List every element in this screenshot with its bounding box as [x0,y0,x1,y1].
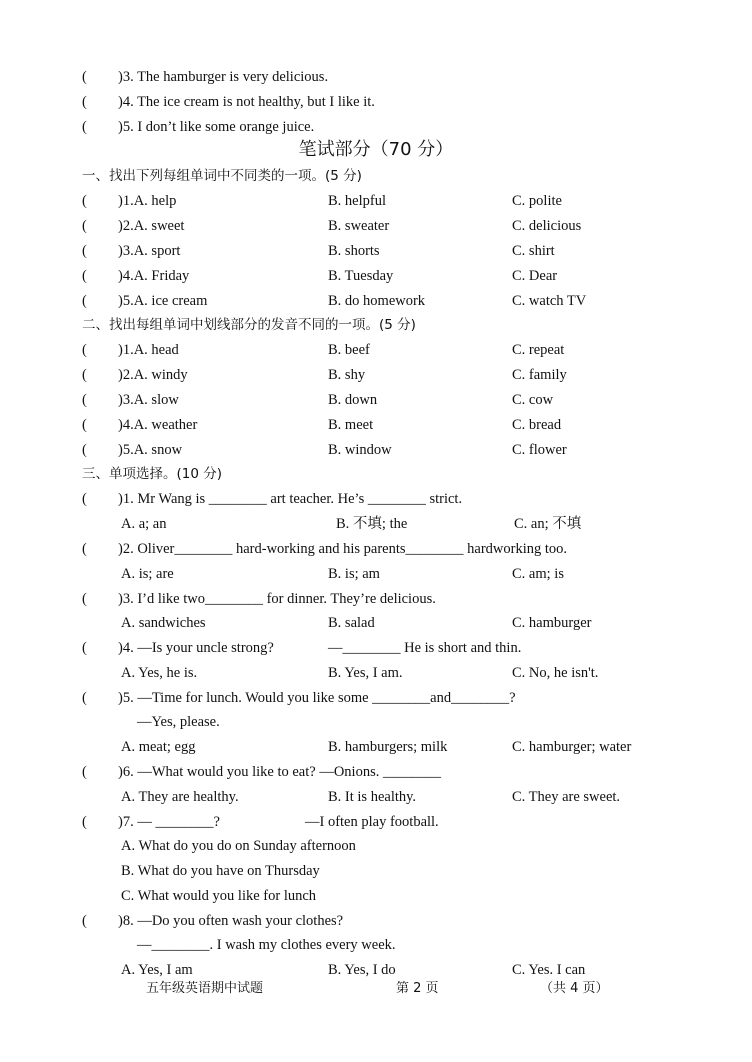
question-text: )5. —Time for lunch. Would you like some ________and________? [118,690,516,706]
sec3-q6-options [0,786,752,808]
heading-text: 一、找出下列每组单词中不同类的一项。(5 分) [82,168,362,184]
footer-page-total: （共 4 页） [540,981,609,996]
option-c: C. repeat [512,342,565,358]
option-a: )1.A. head [118,342,179,358]
option-c: C. What would you like for lunch [121,888,317,904]
answer-paren: ( [82,193,87,209]
sec3-q8-reply [0,934,752,956]
section-3-heading [0,463,752,485]
option-a: )5.A. ice cream [118,293,208,309]
option-c: C. Yes. I can [512,962,586,978]
question-text: )2. Oliver________ hard-working and his parents________ hardworking too. [118,541,568,557]
sec3-q7-stem [0,811,752,833]
sec3-q6-stem [0,761,752,783]
option-b: B. salad [328,615,375,631]
answer-paren: ( [82,218,87,234]
option-b: B. Yes, I do [328,962,396,978]
option-b: B. window [328,442,392,458]
sec3-q5-stem [0,687,752,709]
question-text: )5. I don’t like some orange juice. [118,119,315,135]
answer-paren: ( [82,541,87,557]
answer-paren: ( [82,814,87,830]
sec2-item-4 [0,414,752,436]
answer-paren: ( [82,913,87,929]
sec3-q7-option-b [0,860,752,882]
option-a: A. Yes, he is. [121,665,198,681]
question-text: )7. — ________? [118,814,220,830]
sec1-item-3 [0,240,752,262]
section-2-heading [0,314,752,336]
option-a: )4.A. Friday [118,268,190,284]
sec3-q1-options [0,513,752,535]
option-b: B. hamburgers; milk [328,739,448,755]
sec1-item-2 [0,215,752,237]
option-c: C. shirt [512,243,555,259]
answer-paren: ( [82,94,87,110]
question-reply: —________. I wash my clothes every week. [137,937,396,953]
option-b: B. meet [328,417,374,433]
answer-paren: ( [82,268,87,284]
option-a: A. meat; egg [121,739,196,755]
heading-text: 二、找出每组单词中划线部分的发音不同的一项。(5 分) [82,317,416,333]
option-b: B. down [328,392,378,408]
sec3-q7-option-c [0,885,752,907]
sec2-item-5 [0,439,752,461]
sec3-q8-stem [0,910,752,932]
option-c: C. hamburger [512,615,592,631]
question-reply: —Yes, please. [137,714,220,730]
footer-page-number: 第 2 页 [396,981,439,996]
sec3-q2-stem [0,538,752,560]
option-a: )1.A. help [118,193,177,209]
option-b: B. shorts [328,243,380,259]
sec3-q3-stem [0,588,752,610]
answer-paren: ( [82,342,87,358]
option-a: )3.A. slow [118,392,179,408]
option-c: C. bread [512,417,562,433]
answer-paren: ( [82,392,87,408]
option-a: A. Yes, I am [121,962,193,978]
question-text: )8. —Do you often wash your clothes? [118,913,344,929]
sec2-item-2 [0,364,752,386]
question-text: )3. The hamburger is very delicious. [118,69,329,85]
option-a: )4.A. weather [118,417,198,433]
answer-paren: ( [82,243,87,259]
option-c: C. family [512,367,567,383]
sec1-item-5 [0,290,752,312]
option-c: C. They are sweet. [512,789,621,805]
option-c: C. Dear [512,268,558,284]
option-b: B. It is healthy. [328,789,417,805]
option-a: )3.A. sport [118,243,181,259]
answer-paren: ( [82,293,87,309]
sec3-q4-options [0,662,752,684]
listening-q3 [0,66,752,88]
answer-paren: ( [82,640,87,656]
option-a: )2.A. windy [118,367,188,383]
answer-paren: ( [82,591,87,607]
question-text: )4. —Is your uncle strong? [118,640,274,656]
answer-paren: ( [82,119,87,135]
option-a: A. They are healthy. [121,789,239,805]
question-text: )3. I’d like two________ for dinner. They’re delicious. [118,591,436,607]
sec2-item-1 [0,339,752,361]
option-b: B. do homework [328,293,426,309]
sec1-item-1 [0,190,752,212]
question-text: )6. —What would you like to eat? —Onions. ________ [118,764,441,780]
answer-paren: ( [82,764,87,780]
option-c: C. hamburger; water [512,739,632,755]
option-c: C. watch TV [512,293,587,309]
answer-paren: ( [82,417,87,433]
answer-paren: ( [82,442,87,458]
option-c: C. cow [512,392,554,408]
sec3-q5-reply [0,711,752,733]
sec3-q2-options [0,563,752,585]
answer-paren: ( [82,69,87,85]
question-reply: —________ He is short and thin. [328,640,522,656]
option-b: B. is; am [328,566,380,582]
option-a: )2.A. sweet [118,218,185,234]
heading-text: 三、单项选择。(10 分) [82,466,223,482]
option-c: C. flower [512,442,567,458]
section-1-heading [0,165,752,187]
footer-exam-name: 五年级英语期中试题 [146,981,264,996]
option-c: C. polite [512,193,562,209]
option-b: B. shy [328,367,366,383]
option-b: B. helpful [328,193,386,209]
listening-q4 [0,91,752,113]
option-c: C. am; is [512,566,564,582]
sec3-q1-stem [0,488,752,510]
option-a: A. sandwiches [121,615,206,631]
option-b: B. Tuesday [328,268,394,284]
sec3-q7-option-a [0,835,752,857]
sec1-item-4 [0,265,752,287]
question-text: )4. The ice cream is not healthy, but I like it. [118,94,375,110]
question-reply: —I often play football. [305,814,439,830]
option-b: B. What do you have on Thursday [121,863,320,879]
option-a: A. a; an [121,516,167,532]
answer-paren: ( [82,491,87,507]
sec3-q4-stem [0,637,752,659]
option-c: C. No, he isn't. [512,665,599,681]
option-b: B. sweater [328,218,390,234]
answer-paren: ( [82,690,87,706]
option-a: )5.A. snow [118,442,183,458]
option-b: B. Yes, I am. [328,665,403,681]
answer-paren: ( [82,367,87,383]
option-c: C. an; 不填 [514,516,582,532]
option-c: C. delicious [512,218,582,234]
sec2-item-3 [0,389,752,411]
sec3-q3-options [0,612,752,634]
sec3-q5-options [0,736,752,758]
question-text: )1. Mr Wang is ________ art teacher. He’s ________ strict. [118,491,463,507]
option-a: A. What do you do on Sunday afternoon [121,838,356,854]
option-b: B. 不填; the [336,516,408,532]
option-a: A. is; are [121,566,174,582]
option-b: B. beef [328,342,370,358]
page-footer [0,978,752,1000]
section-title: 笔试部分（70 分） [298,139,454,160]
listening-q5 [0,116,752,138]
